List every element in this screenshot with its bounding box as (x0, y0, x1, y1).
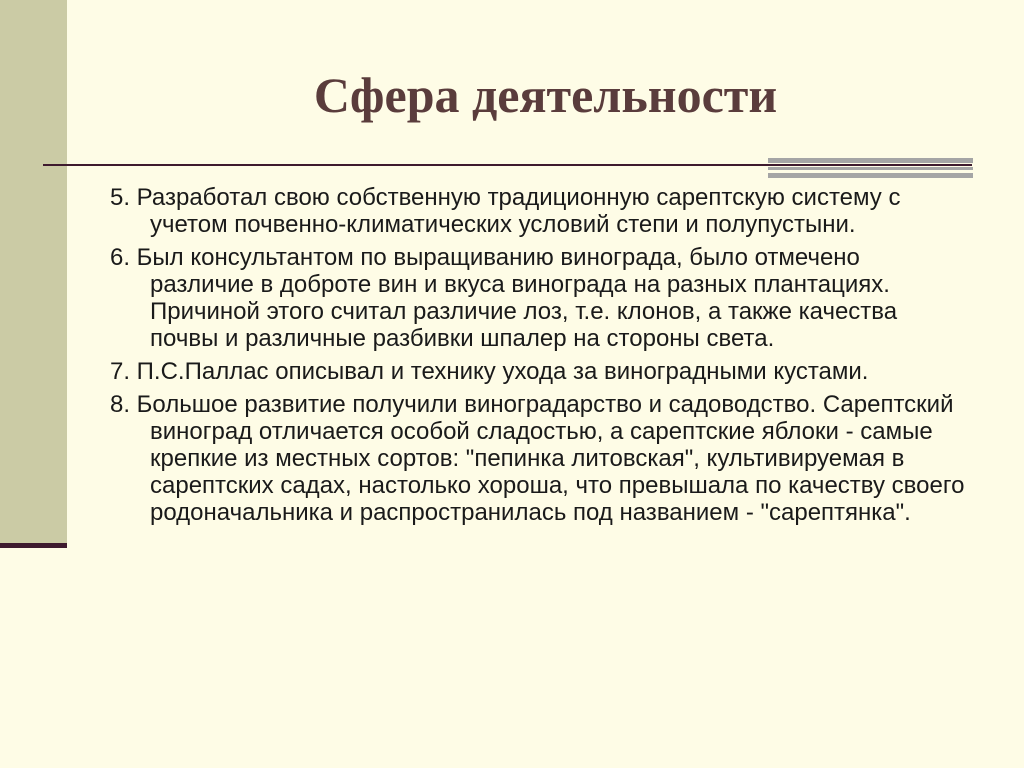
decor-grey-bar-3 (768, 173, 973, 178)
decor-grey-bar-2 (768, 167, 973, 170)
list-item: 6. Был консультантом по выращиванию винограда, было отмечено различие в доброте вин и вкуса винограда на разных плантациях. Причиной этого считал различие лоз, т.е. клонов, а также качества почвы и различные разбивки шпалер на стороны света. (110, 244, 898, 352)
list-item: 7. П.С.Паллас описывал и технику ухода за виноградными кустами. (110, 358, 869, 385)
left-decor-line (0, 543, 67, 548)
title-rule (43, 164, 972, 166)
list-item: 5. Разработал свою собственную традиционную сарептскую систему с учетом почвенно-климатических условий степи и полупустыни. (110, 184, 901, 238)
left-decor-bar (0, 0, 67, 545)
slide-body (110, 184, 970, 532)
list-item: 8. Большое развитие получили виноградарство и садоводство. Сарептский виноград отличается особой сладостью, а сарептские яблоки - самые крепкие из местных сортов: "пепинка литовская", культивируемая в сарептских садах, настолько хороша, что превышала по качеству своего родоначальника и распространилась под названием - "сарептянка". (110, 391, 965, 526)
slide-title: Сфера деятельности (313, 67, 778, 123)
decor-grey-bar-1 (768, 158, 973, 163)
